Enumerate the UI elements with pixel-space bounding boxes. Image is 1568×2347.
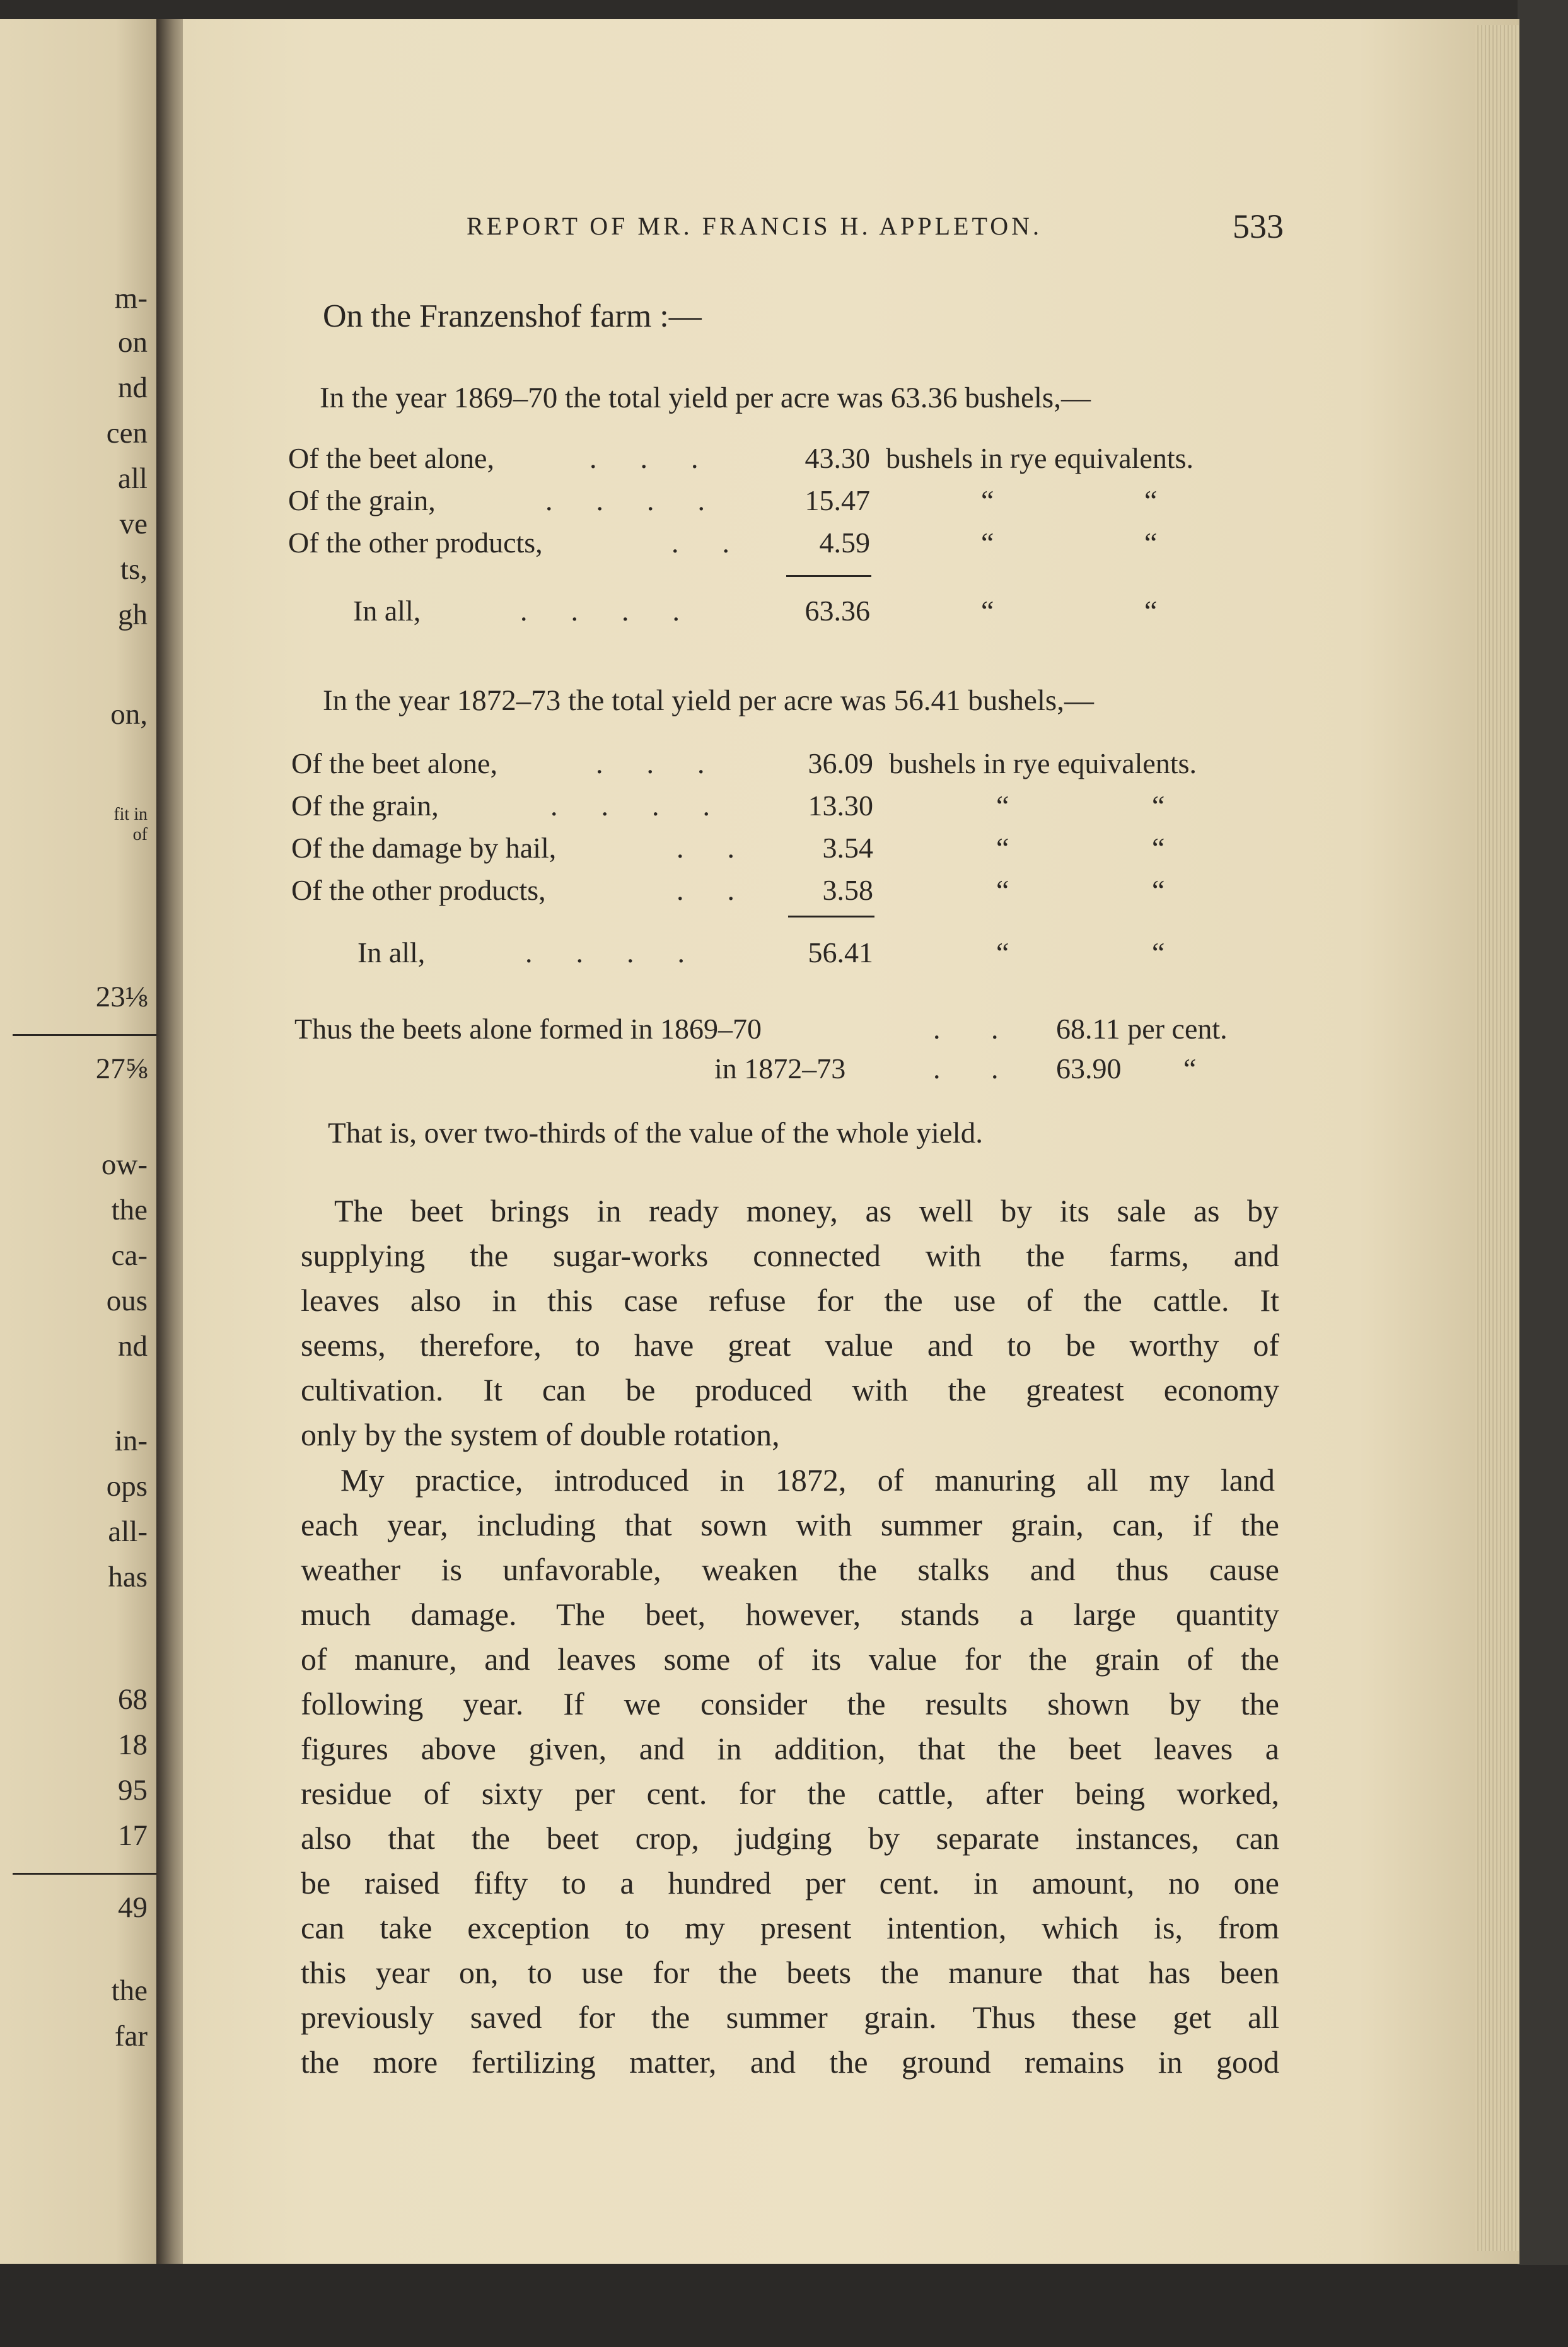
facing-line: all- (108, 1515, 148, 1548)
facing-line: 68 (118, 1683, 148, 1716)
ditto-mark: “ (996, 936, 1009, 969)
ditto-mark: “ (981, 484, 994, 516)
facing-line: 17 (118, 1819, 148, 1852)
paragraph-line: be raised fifty to a hundred per cent. in amount, no one (301, 1865, 1279, 1901)
facing-line: far (114, 2020, 148, 2053)
table2-heading: In the year 1872–73 the total yield per acre was 56.41 bushels,— (323, 684, 1094, 717)
table1-total-leader: . . . . (520, 595, 680, 627)
facing-rule (13, 1873, 158, 1875)
facing-line: in- (114, 1424, 148, 1457)
summary-value: 68.11 per cent. (1056, 1013, 1228, 1045)
facing-line: 27⅝ (95, 1052, 148, 1085)
facing-line: the (111, 1974, 148, 2007)
table1-row-label: Of the beet alone, (288, 442, 494, 474)
paragraph-line: figures above given, and in addition, that the beet leaves a (301, 1731, 1279, 1766)
sum-rule (788, 916, 874, 917)
paragraph-line: much damage. The beet, however, stands a large quantity (301, 1597, 1279, 1632)
book-cover-right (1518, 0, 1568, 2347)
facing-line: ts, (120, 553, 148, 586)
table2-row-leader: . . (677, 832, 735, 864)
book-cover-bottom (0, 2265, 1568, 2347)
facing-line: on (118, 326, 148, 359)
facing-line: 95 (118, 1774, 148, 1807)
table1-row-leader: . . (671, 527, 729, 559)
facing-line: nd (118, 371, 148, 404)
table1-row-value: 43.30 (804, 442, 870, 474)
summary-leader: . . (933, 1052, 999, 1085)
table2-row-value: 36.09 (808, 747, 873, 779)
facing-footnote: fit in (113, 805, 148, 824)
paragraph-line: weather is unfavorable, weaken the stalks and thus cause (301, 1552, 1279, 1587)
paragraph-line: cultivation. It can be produced with the greatest economy (301, 1372, 1279, 1407)
paragraph-line: seems, therefore, to have great value and to be worthy of (301, 1327, 1279, 1363)
table2-total-value: 56.41 (808, 936, 873, 969)
paragraph-line: of manure, and leaves some of its value for the grain of the (301, 1641, 1279, 1677)
summary-conclusion: That is, over two-thirds of the value of the whole yield. (328, 1117, 983, 1150)
facing-footnote: of (132, 825, 148, 844)
facing-line: cen (106, 417, 148, 450)
table1-row-leader: . . . (589, 442, 699, 474)
page-edges (1475, 25, 1519, 2251)
facing-line: nd (118, 1330, 148, 1363)
facing-line: ous (106, 1284, 148, 1317)
facing-line: all (118, 462, 148, 495)
paragraph-line: My practice, introduced in 1872, of manuring all my land (340, 1462, 1275, 1498)
ditto-mark: “ (1183, 1052, 1197, 1085)
facing-line: 23⅛ (95, 981, 148, 1013)
table2-row-value: 3.58 (822, 874, 873, 906)
table1-row-value: 4.59 (819, 527, 870, 559)
ditto-mark: “ (1144, 595, 1158, 627)
paragraph-line: the more fertilizing matter, and the ground remains in good (301, 2044, 1279, 2080)
table2-row-label: Of the grain, (291, 789, 439, 822)
facing-line: m- (114, 282, 148, 315)
facing-line: on, (110, 698, 148, 731)
ditto-mark: “ (1144, 484, 1158, 516)
sum-rule (786, 575, 871, 577)
paragraph-line: The beet brings in ready money, as well by its sale as by (334, 1193, 1279, 1228)
paragraph-line: also that the beet crop, judging by separate instances, can (301, 1820, 1279, 1856)
table2-row-leader: . . (677, 874, 735, 906)
summary-line: Thus the beets alone formed in 1869–70 (294, 1013, 762, 1045)
table2-row-leader: . . . . (550, 789, 710, 822)
paragraph-line: each year, including that sown with summer grain, can, if the (301, 1507, 1279, 1542)
table2-total-leader: . . . . (525, 936, 685, 969)
table2-row-leader: . . . (596, 747, 705, 779)
facing-line: has (108, 1561, 148, 1593)
ditto-mark: “ (996, 832, 1009, 864)
facing-line: 18 (118, 1728, 148, 1761)
table2-row-value: 13.30 (808, 789, 873, 822)
ditto-mark: “ (1152, 936, 1165, 969)
paragraph-line: leaves also in this case refuse for the use of the cattle. It (301, 1283, 1279, 1318)
summary-leader: . . (933, 1013, 999, 1045)
facing-line: ve (119, 508, 148, 540)
paragraph-line: residue of sixty per cent. for the cattle, after being worked, (301, 1776, 1279, 1811)
table1-row-leader: . . . . (545, 484, 705, 516)
summary-value: 63.90 (1056, 1052, 1122, 1085)
table2-row-label: Of the beet alone, (291, 747, 497, 779)
ditto-mark: “ (1152, 789, 1165, 822)
facing-line: ops (106, 1470, 148, 1503)
ditto-mark: “ (981, 527, 994, 559)
ditto-mark: “ (981, 595, 994, 627)
book-cover-top (0, 0, 1568, 19)
table1-row-label: Of the grain, (288, 484, 436, 516)
facing-rule (13, 1034, 158, 1036)
table2-row-unit: bushels in rye equivalents. (889, 747, 1197, 779)
paragraph-line: following year. If we consider the results shown by the (301, 1686, 1279, 1721)
ditto-mark: “ (996, 789, 1009, 822)
table1-row-unit: bushels in rye equivalents. (886, 442, 1194, 474)
table2-row-label: Of the damage by hail, (291, 832, 557, 864)
facing-line: gh (118, 598, 148, 631)
paragraph-line: this year on, to use for the beets the manure that has been (301, 1955, 1279, 1990)
facing-page (0, 19, 165, 2264)
table1-row-value: 15.47 (804, 484, 870, 516)
ditto-mark: “ (1152, 874, 1165, 906)
table1-heading: In the year 1869–70 the total yield per acre was 63.36 bushels,— (320, 381, 1091, 414)
running-header: REPORT OF MR. FRANCIS H. APPLETON. (467, 212, 1042, 240)
paragraph-line: previously saved for the summer grain. Thus these get all (301, 2000, 1279, 2035)
section-intro: On the Franzenshof farm :— (323, 298, 702, 334)
table2-total-label: In all, (357, 936, 426, 969)
paragraph-line: can take exception to my present intention, which is, from (301, 1910, 1279, 1945)
table2-row-label: Of the other products, (291, 874, 546, 906)
facing-line: ow- (101, 1148, 148, 1181)
table1-total-value: 63.36 (804, 595, 870, 627)
summary-line: in 1872–73 (714, 1052, 846, 1085)
ditto-mark: “ (1144, 527, 1158, 559)
facing-line: 49 (118, 1891, 148, 1924)
paragraph-line: supplying the sugar-works connected with the farms, and (301, 1238, 1279, 1273)
page-number: 533 (1233, 207, 1284, 245)
table2-row-value: 3.54 (822, 832, 873, 864)
ditto-mark: “ (996, 874, 1009, 906)
paragraph-line: only by the system of double rotation, (301, 1417, 780, 1452)
ditto-mark: “ (1152, 832, 1165, 864)
facing-line: ca- (111, 1239, 148, 1272)
table1-row-label: Of the other products, (288, 527, 543, 559)
table1-total-label: In all, (353, 595, 421, 627)
facing-line: the (111, 1194, 148, 1226)
